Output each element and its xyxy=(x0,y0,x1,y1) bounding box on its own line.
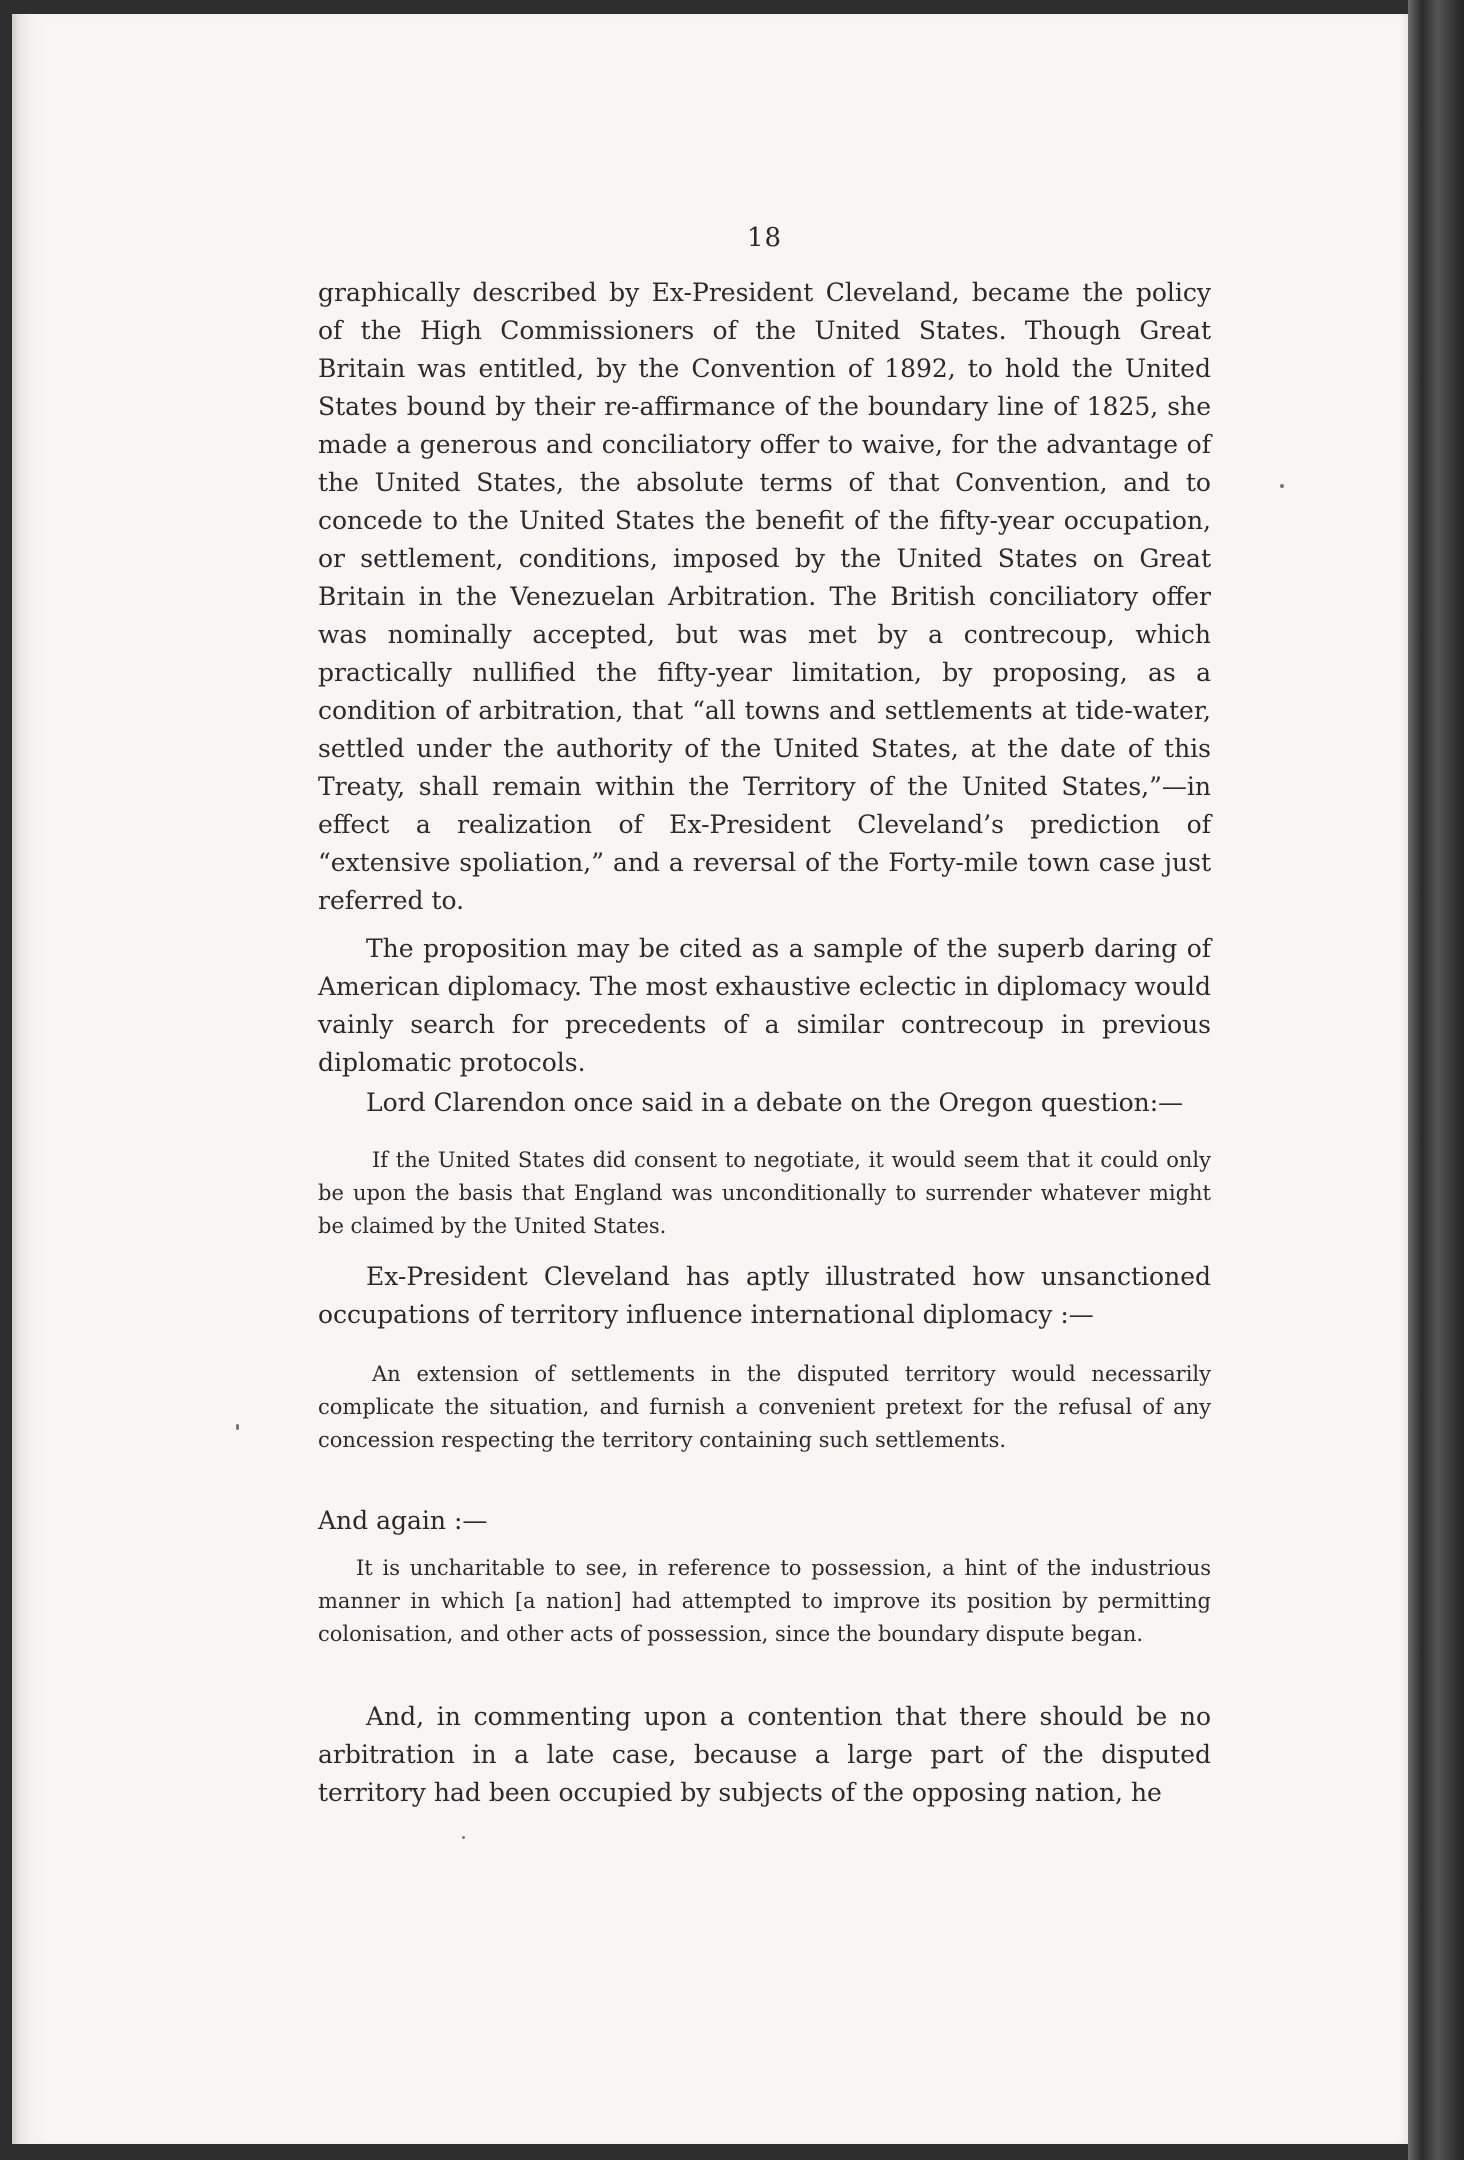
page-number: 18 xyxy=(746,223,783,253)
binding-edge xyxy=(12,14,48,2144)
page-shadow-edge xyxy=(1408,0,1464,2160)
paragraph-cleveland: Ex-President Cleveland has aptly illustrated how unsanctioned occupations of territory influence international diplomacy :— xyxy=(318,1262,1211,1329)
paragraph-proposition: The proposition may be cited as a sample of the superb daring of American diplomacy. The most exhaustive eclectic in diplomacy would vainly search for precedents of a similar contrecoup in previous diplomatic protocols. xyxy=(318,934,1211,1077)
paragraph-continuation: graphically described by Ex-President Cleveland, became the policy of the High Commissioners of the United States. Though Great Britain was entitled, by the Convention of 1892, to hold the United States bound by their re-affirmance of the boundary line of 1825, she made a generous and conciliatory offer to waive, for the advantage of the United States, the absolute terms of that Convention, and to concede to the United States the benefit of the fifty-year occupation, or settlement, conditions, imposed by the United States on Great Britain in the Venezuelan Arbitration. The British conciliatory offer was nominally accepted, but was met by a contrecoup, which practically nullified the fifty-year limitation, by proposing, as a condition of arbitration, that “all towns and settlements at tide-water, settled under the authority of the United States, at the date of this Treaty, shall remain within the Territory of the United States,”—in effect a realization of Ex-President Cleveland’s prediction of “extensive spoliation,” and a reversal of the Forty-mile town case just referred to. xyxy=(318,278,1211,915)
paragraph-commenting: And, in commenting upon a contention that there should be no arbitration in a late case, because a large part of the disputed territory had been occupied by subjects of the opposing nation, he xyxy=(318,1702,1211,1807)
paragraph-clarendon: Lord Clarendon once said in a debate on the Oregon question:— xyxy=(366,1088,1184,1117)
scan-speck xyxy=(462,1836,465,1839)
quote-cleveland-possession: It is uncharitable to see, in reference to possession, a hint of the industrious manner in which [a nation] had attempted to improve its position by permitting colonisation, and other acts of possession, since the boundary dispute began. xyxy=(318,1556,1211,1646)
scan-speck xyxy=(1280,484,1284,488)
quote-clarendon: If the United States did consent to negotiate, it would seem that it could only be upon the basis that England was unconditionally to surrender whatever might be claimed by the United States. xyxy=(318,1148,1211,1238)
paragraph-and-again: And again :— xyxy=(318,1506,488,1535)
quote-cleveland-settlements: An extension of settlements in the disputed territory would necessarily complicate the situation, and furnish a convenient pretext for the refusal of any concession respecting the territory containing such settlements. xyxy=(318,1362,1211,1452)
scan-speck xyxy=(236,1424,239,1430)
